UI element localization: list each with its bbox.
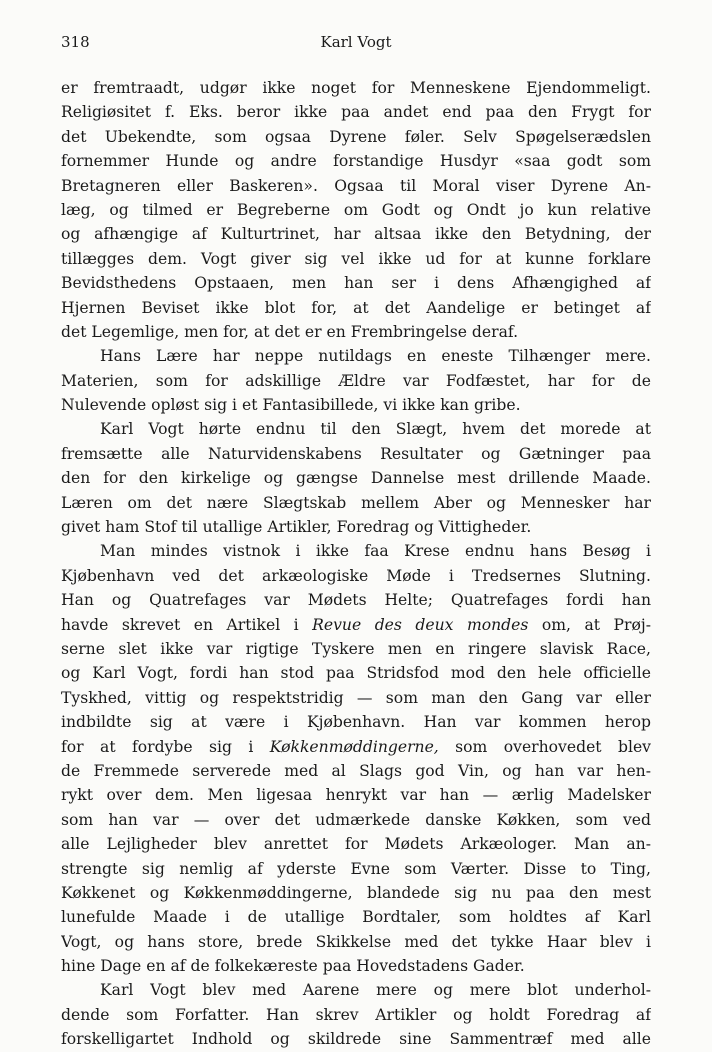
body-text <box>61 76 651 1052</box>
text-line: er fremtraadt, udgør ikke noget for Menneskene Ejendommeligt. <box>61 79 651 97</box>
text-line: alle Lejligheder blev anrettet for Mødets Arkæologer. Man an- <box>61 835 651 854</box>
text-line: Køkkenet og Køkkenmøddingerne, blandede sig nu paa den mest <box>61 883 651 902</box>
text-line: Han og Quatrefages var Mødets Helte; Quatrefages fordi han <box>61 591 651 610</box>
text-line: Religiøsitet f. Eks. beror ikke paa andet end paa den Frygt for <box>61 103 651 122</box>
text-line: forskelligartet Indhold og skildrede sine Sammentræf med alle <box>61 1030 651 1049</box>
text-line: dende som Forfatter. Han skrev Artikler og holdt Foredrag af <box>61 1005 651 1024</box>
text-line: Man mindes vistnok i ikke faa Krese endnu hans Besøg i <box>100 542 651 561</box>
text-line: givet ham Stof til utallige Artikler, Foredrag og Vittigheder. <box>61 518 532 537</box>
text-line: Bevidsthedens Opstaaen, men han ser i dens Afhængighed af <box>61 274 651 293</box>
text-line: Kjøbenhavn ved det arkæologiske Møde i Tredsernes Slutning. <box>61 566 651 585</box>
text-line: Læren om det nære Slægtskab mellem Aber og Mennesker har <box>61 493 651 512</box>
text-line <box>61 735 651 759</box>
text-line: Vogt, og hans store, brede Skikkelse med det tykke Haar blev i <box>61 932 651 951</box>
text-line: indbildte sig at være i Kjøbenhavn. Han var kommen herop <box>61 713 651 732</box>
text-line: lunefulde Maade i de utallige Bordtaler, som holdtes af Karl <box>61 908 651 927</box>
text-line: læg, og tilmed er Begreberne om Godt og Ondt jo kun relative <box>61 200 651 219</box>
running-title: Karl Vogt <box>320 33 392 51</box>
text-line: fremsætte alle Naturvidenskabens Resultater og Gætninger paa <box>61 444 651 463</box>
text-line: de Fremmede serverede med al Slags god Vin, og han var hen- <box>61 761 651 780</box>
text-line: Materien, som for adskillige Ældre var Fodfæstet, har for de <box>61 371 651 390</box>
text-segment: om, at Prøj- <box>528 615 651 634</box>
text-line: strengte sig nemlig af yderste Evne som Værter. Disse to Ting, <box>61 859 651 878</box>
text-line: fornemmer Hunde og andre forstandige Husdyr «saa godt som <box>61 152 651 171</box>
text-line: Tyskhed, vittig og respektstridig — som man den Gang var eller <box>61 688 651 707</box>
text-line: hine Dage en af de folkekæreste paa Hovedstadens Gader. <box>61 957 525 976</box>
text-line: det Ubekendte, som ogsaa Dyrene føler. Selv Spøgelserædslen <box>61 127 651 146</box>
text-line: Hjernen Beviset ikke blot for, at det Aandelige er betinget af <box>61 298 651 317</box>
text-line: Hans Lære har neppe nutildags en eneste Tilhænger mere. <box>100 347 651 366</box>
text-line: Karl Vogt hørte endnu til den Slægt, hvem det morede at <box>100 420 651 439</box>
page-number: 318 <box>61 33 90 51</box>
text-line: rykt over dem. Men ligesaa henrykt var han — ærlig Madelsker <box>61 786 651 805</box>
journal-title: Revue des deux mondes <box>312 615 529 634</box>
text-segment: for at fordybe sig i <box>61 737 270 756</box>
text-line: som han var — over det udmærkede danske Køkken, som ved <box>61 810 651 829</box>
text-line: Nulevende opløst sig i et Fantasibillede, vi ikke kan gribe. <box>61 396 521 415</box>
emphasized-word: Køkkenmøddingerne, <box>269 737 439 756</box>
text-segment: havde skrevet en Artikel i <box>61 615 313 634</box>
text-line <box>61 613 651 637</box>
text-line: Bretagneren eller Baskeren». Ogsaa til Moral viser Dyrene An- <box>61 176 651 195</box>
text-line: det Legemlige, men for, at det er en Frembringelse deraf. <box>61 322 519 341</box>
text-line: og afhængige af Kulturtrinet, har altsaa ikke den Betydning, der <box>61 225 651 244</box>
text-line: og Karl Vogt, fordi han stod paa Stridsfod mod den hele officielle <box>61 664 651 683</box>
text-line: Karl Vogt blev med Aarene mere og mere blot underhol- <box>100 981 651 1000</box>
text-segment: som overhovedet blev <box>438 737 651 756</box>
text-line: den for den kirkelige og gængse Dannelse mest drillende Maade. <box>61 469 651 488</box>
text-line: serne slet ikke var rigtige Tyskere men en ringere slavisk Race, <box>61 639 651 658</box>
text-line: tillægges dem. Vogt giver sig vel ikke ud for at kunne forklare <box>61 249 651 268</box>
page-header <box>61 33 651 59</box>
